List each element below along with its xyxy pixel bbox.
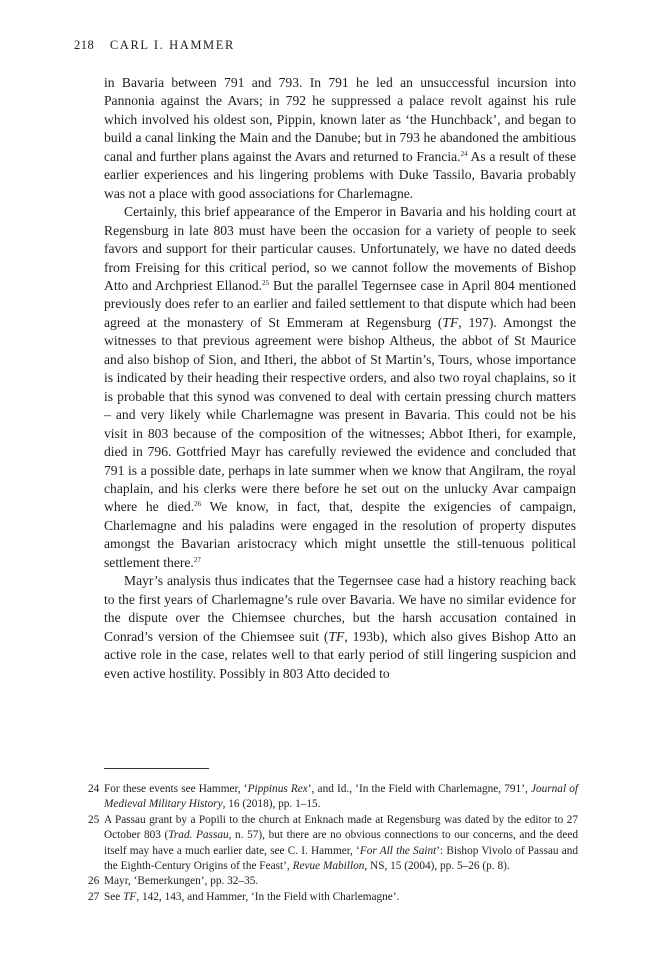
paragraph [104,572,576,683]
text-run: in Bavaria between 791 and 793. In 791 he led an unsuccessful incursion into Pannonia against the Avars; in 792 he suppressed a palace revolt against his rule which involved his oldest son, Pippin, known later as ‘the Hunchback’, and began to build a canal linking the Main and the Danube; but in 793 he abandoned the ambitious canal and further plans against the Avars and returned to Francia. [104,75,576,164]
text-run: , NS, 15 (2004), pp. 5–26 (p. 8). [364,860,510,873]
footnote [88,890,578,905]
page-number: 218 [74,38,95,52]
text-run: We know, in fact, that, despite the exigencies of campaign, Charlemagne and his paladins were engaged in the resolution of property disputes amongst the Bavarian aristocracy which might unsettle the still-tenuous political settlement there. [104,499,577,570]
body-text [104,74,576,683]
text-run: For these events see Hammer, ‘ [104,783,248,795]
running-head-author: CARL I. HAMMER [109,38,235,52]
italic-text: Journal of Medieval Military History [104,783,579,811]
footnote-text [104,874,578,889]
footnote-text [104,782,578,813]
italic-text: TF [123,890,137,903]
italic-text: TF [328,628,345,644]
text-run: ’: Bishop Vivolo of Passau and the Eighth-Century Origins of the Feast’, [104,844,579,873]
text-run: A Passau grant by a Popili to the church at Enknach made at Regensburg was dated by the editor to 27 October 803 ( [104,813,578,842]
text-run: , 142, 143, and Hammer, ‘In the Field with Charlemagne’. [136,890,400,903]
text-run: Mayr’s analysis thus indicates that the Tegernsee case had a history reaching back to the first years of Charlemagne’s rule over Bavaria. We have no similar evidence for the dispute over the Chiemsee churches, but the harsh accusation contained in Conrad’s version of the Chiemsee suit ( [104,573,576,644]
footnote-number: 27 [88,890,100,903]
footnote [88,782,578,813]
footnote-ref: 24 [460,149,468,158]
text-run: Certainly, this brief appearance of the Emperor in Bavaria and his holding court at Regensburg in late 803 must have been the occasion for a variety of people to seek favors and support for their particular causes. Unfortunately, we have no dated deeds from Freising for this critical period, so we cannot follow the movements of Bishop Atto and Archpriest Ellanod. [104,204,576,293]
italic-text: For All the Saint [359,844,437,857]
text-run: ’, and Id., ‘In the Field with Charlemagne, 791’, [307,783,531,795]
text-run: See [104,890,124,903]
paragraph [104,203,576,572]
paragraph [104,74,576,203]
text-run: , 197). Amongst the witnesses to that previous agreement were bishop Altheus, the abbot of St Maurice and also bishop of Sion, and Itheri, the abbot of St Martin’s, Tours, whose importance is indicated by their heading their respective orders, and also two royal chaplains, so it is probable that this synod was convened to deal with certain pressing church matters – and very likely while Charlemagne was present in Bavaria. This could not be his visit in 803 because of the composition of the witnesses; Abbot Itheri, for example, died in 796. Gottfried Mayr has carefully reviewed the evidence and concluded that 791 is a possible date, perhaps in late summer when we know that Angilram, the royal chaplain, and his clerks were there before he set out on the unlucky Avar campaign where he died. [104,314,576,515]
footnote-number: 25 [88,813,100,826]
footnote [88,874,578,889]
text-run: , n. 57), but there are no obvious connections to our concerns, and the deed itself may have a much earlier date, see C. I. Hammer, ‘ [104,829,579,857]
text-run: But the parallel Tegernsee case in April 804 mentioned previously does refer to an earlier and failed settlement to that dispute which had been agreed at the monastery of St Emmeram at Regensburg ( [104,277,576,330]
footnote-number: 24 [88,783,100,795]
footnote-ref: 26 [194,500,202,509]
italic-text: Revue Mabillon [292,860,365,873]
footnote-text [104,890,578,905]
text-run: , 16 (2018), pp. 1–15. [222,798,321,811]
footnote-separator [104,768,209,769]
footnote-ref: 27 [193,555,201,564]
text-run: , 193b), which also gives Bishop Atto an active role in the case, relates well to that early period of still lingering suspicion and even active hostility. Possibly in 803 Atto decided to [104,628,576,681]
footnote-number: 26 [88,875,100,888]
italic-text: TF [442,314,459,330]
italic-text: Trad. Passau [168,829,229,842]
footnote-ref: 25 [262,278,269,287]
running-head [74,38,235,53]
footnote-text [104,813,578,875]
footnotes [88,782,578,905]
text-run: Mayr, ‘Bemerkungen’, pp. 32–35. [104,875,259,888]
italic-text: Pippinus Rex [247,783,308,795]
footnote [88,813,578,875]
text-run: As a result of these earlier experiences and his lingering problems with Duke Tassilo, Bavaria probably was not a place with good associations for Charlemagne. [104,148,576,201]
